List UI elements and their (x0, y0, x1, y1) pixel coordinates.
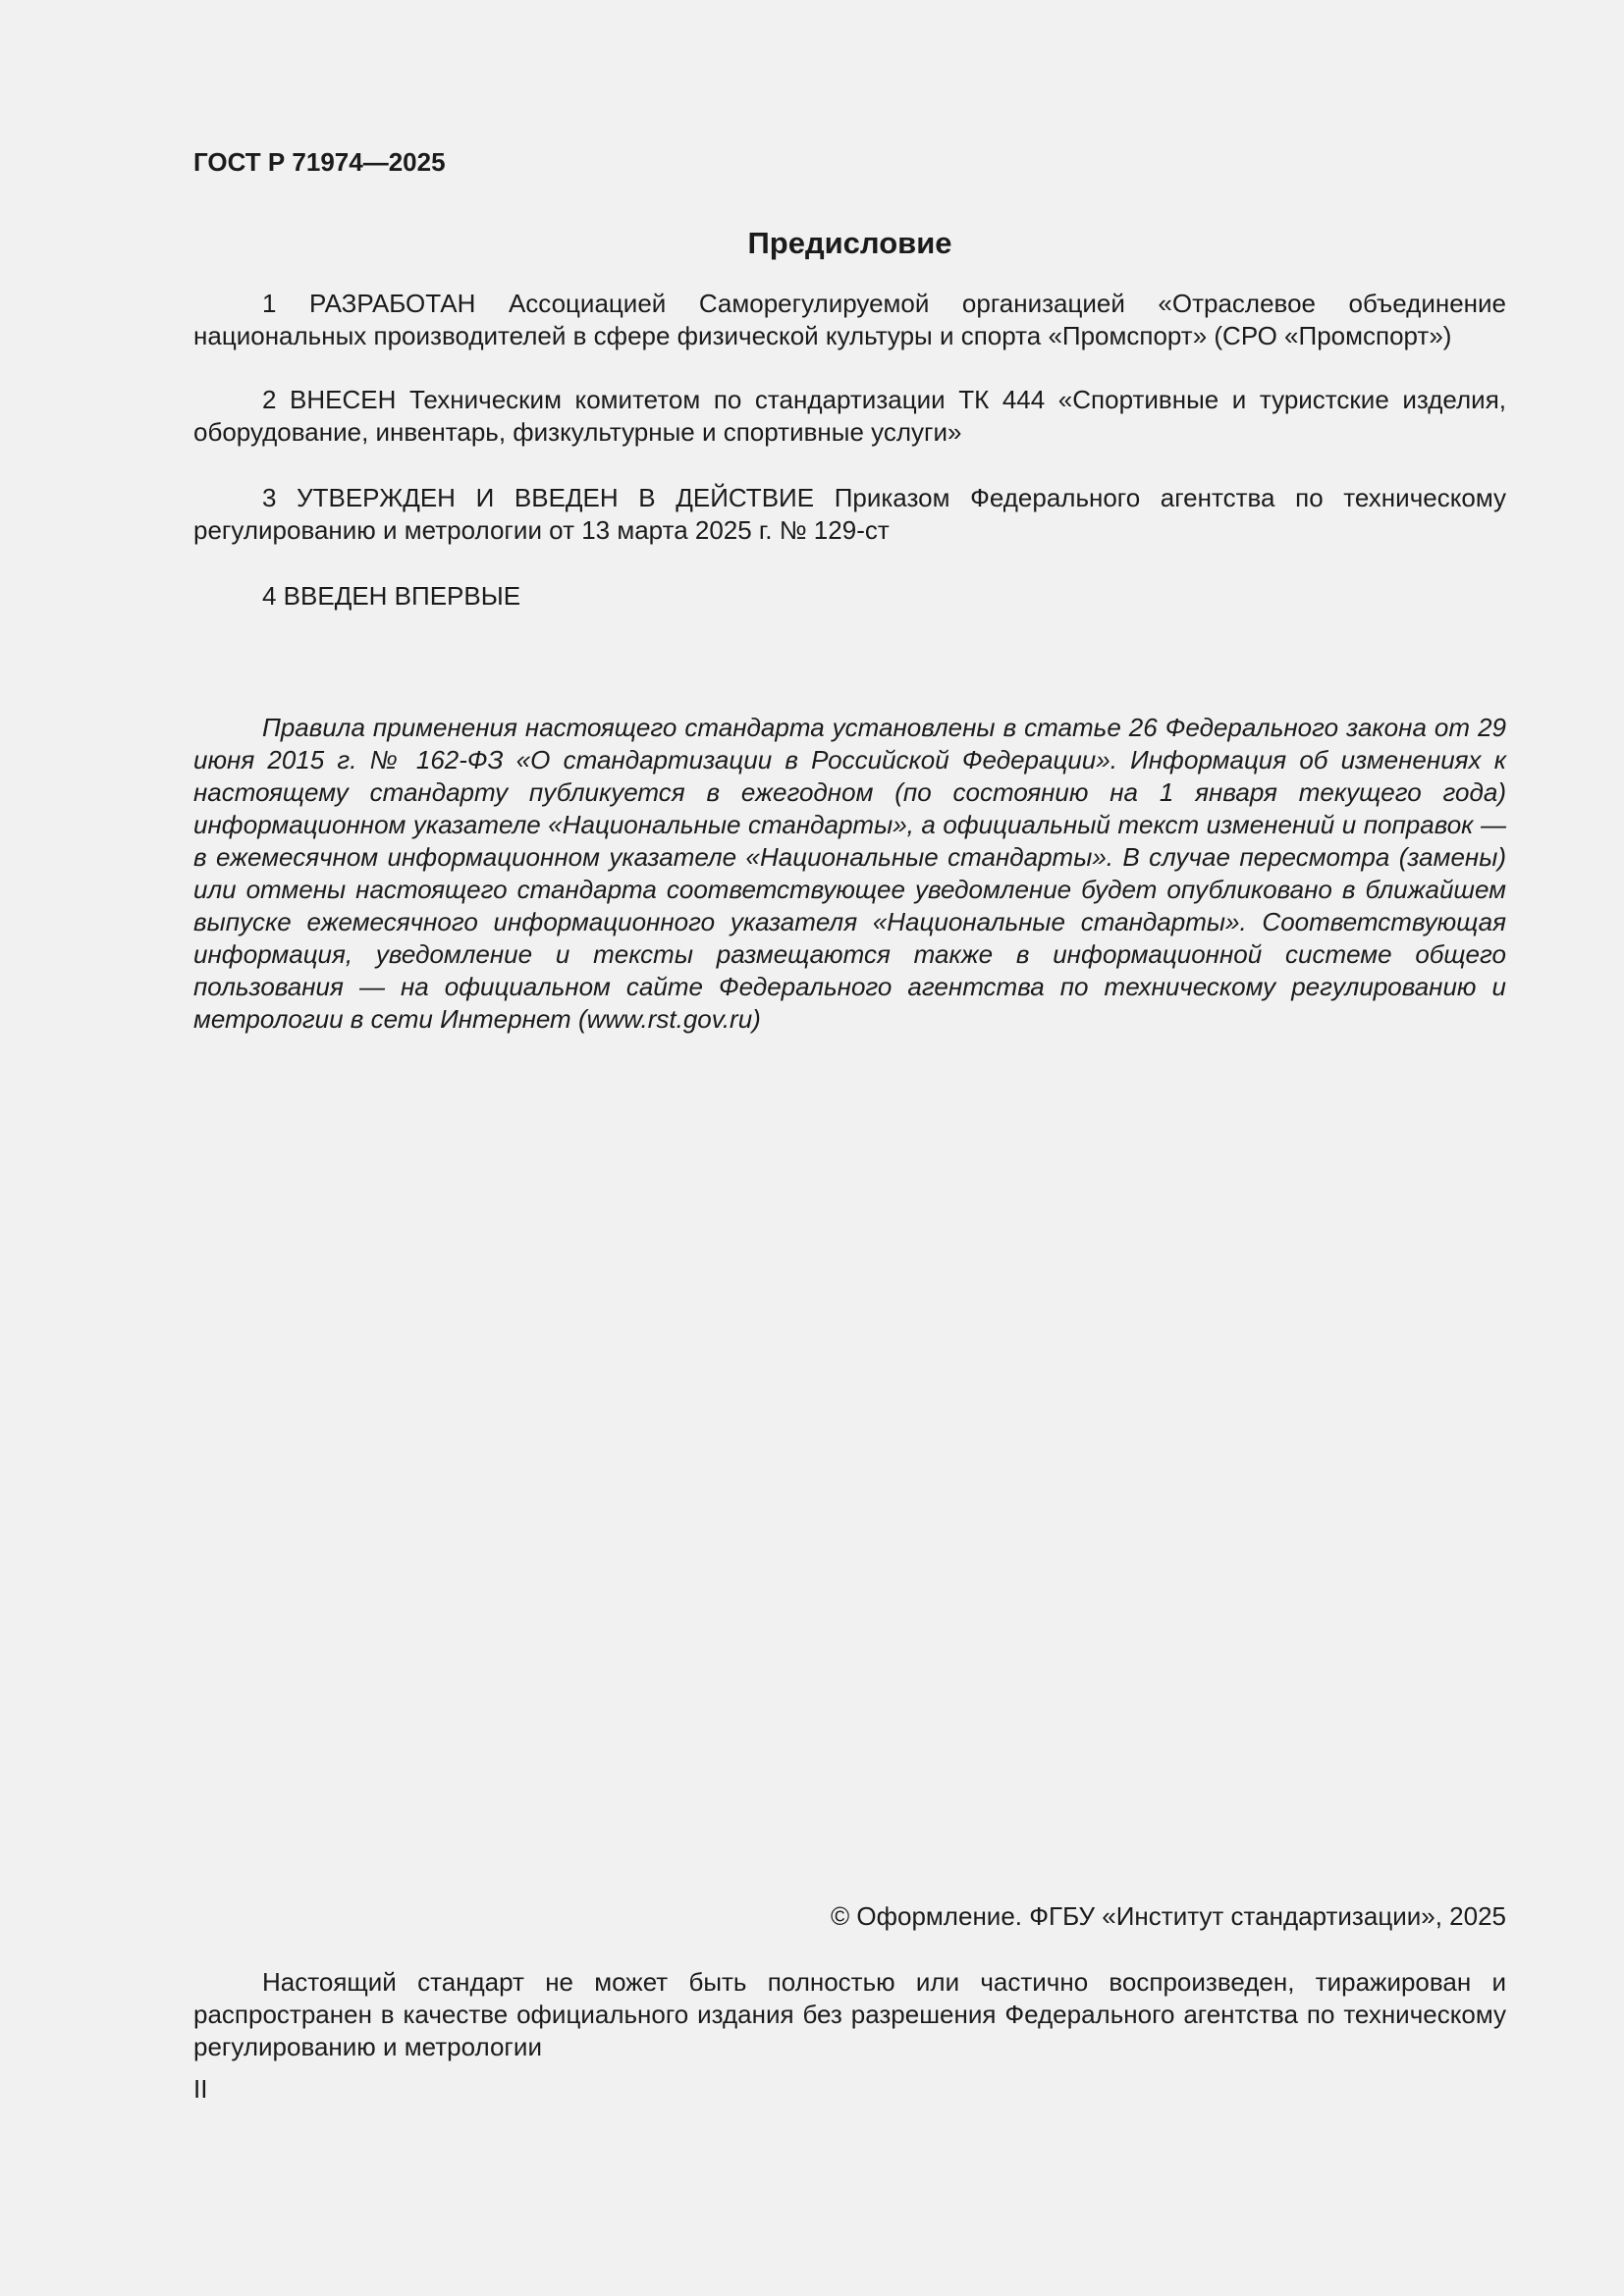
page-number: II (193, 2074, 208, 2104)
foreword-item-4: 4 ВВЕДЕН ВПЕРВЫЕ (262, 581, 521, 611)
copyright-line: © Оформление. ФГБУ «Институт стандартизации», 2025 (831, 1901, 1506, 1931)
standard-code: ГОСТ Р 71974—2025 (193, 147, 446, 177)
foreword-item-3: 3 УТВЕРЖДЕН И ВВЕДЕН В ДЕЙСТВИЕ Приказом Федерального агентства по техническому регулированию и метрологии от 13 марта 2025 г. № 129-ст (193, 483, 1506, 545)
foreword-item-2: 2 ВНЕСЕН Техническим комитетом по стандартизации ТК 444 «Спортивные и туристские изделия, оборудование, инвентарь, физкультурные и спортивные услуги» (193, 385, 1506, 447)
foreword-item-1: 1 РАЗРАБОТАН Ассоциацией Саморегулируемой организацией «Отраслевое объединение национальных производителей в сфере физической культуры и спорта «Промспорт» (СРО «Промспорт») (193, 289, 1506, 350)
application-rules-text: Правила применения настоящего стандарта установлены в статье 26 Федерального закона от 29 июня 2015 г. № 162-ФЗ «О стандартизации в Российской Федерации». Информация об изменениях к настоящему стандарту публикуется в ежегодном (по состоянию на 1 января текущего года) информационном указателе «Национальные стандарты», а официальный текст изменений и поправок — в ежемесячном информационном указателе «Национальные стандарты». В случае пересмотра (замены) или отмены настоящего стандарта соответствующее уведомление будет опубликовано в ближайшем выпуске ежемесячного информационного указателя «Национальные стандарты». Соответствующая информация, уведомление и тексты размещаются также в информационной системе общего пользования — на официальном сайте Федерального агентства по техническому регулированию и метрологии в сети Интернет (www.rst.gov.ru) (193, 713, 1506, 1034)
foreword-title: Предисловие (747, 226, 952, 260)
reproduction-notice: Настоящий стандарт не может быть полностью или частично воспроизведен, тиражирован и распространен в качестве официального издания без разрешения Федерального агентства по техническому регулированию и метрологии (193, 1967, 1506, 2061)
